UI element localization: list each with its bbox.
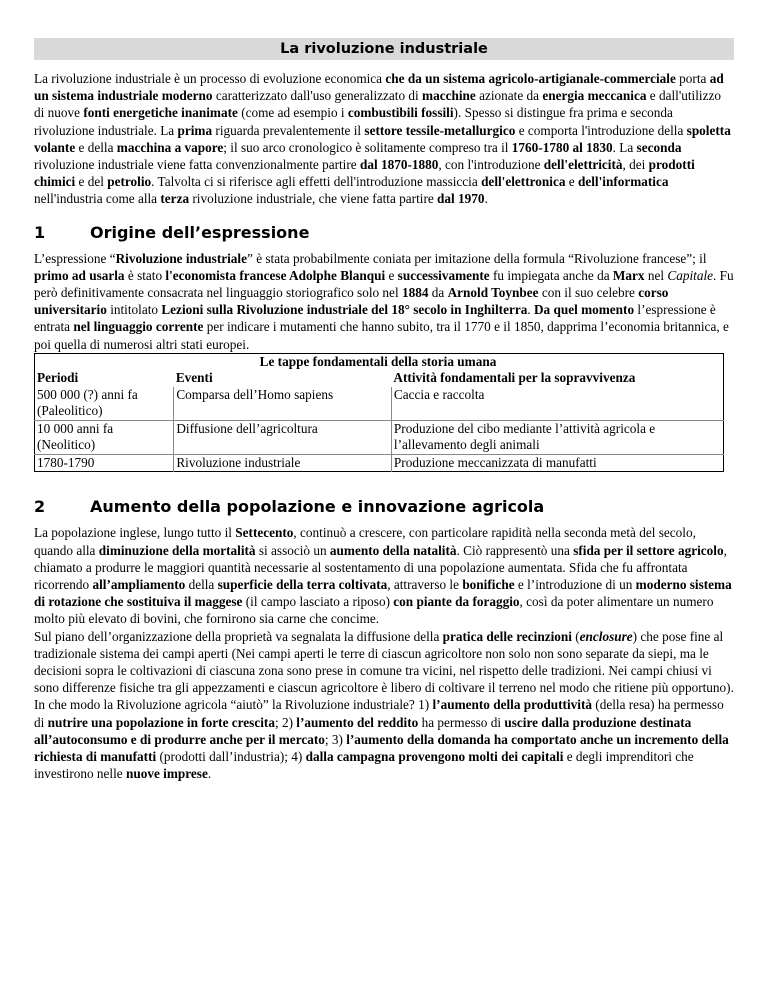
text-run: bonifiche bbox=[462, 576, 515, 592]
text-run: moderno sistema di rotazione che sostituiva il maggese bbox=[34, 576, 732, 610]
text-run: macchine bbox=[422, 88, 476, 104]
table-header-eventi: Eventi bbox=[175, 370, 213, 386]
table-header-periodi: Periodi bbox=[37, 370, 79, 386]
text-run: dell'elettronica bbox=[481, 174, 566, 190]
text-run: pratica delle recinzioni bbox=[442, 628, 572, 644]
text-run: nel linguaggio corrente bbox=[73, 319, 204, 335]
text-run: diminuzione della mortalità bbox=[98, 542, 256, 558]
text-run: La rivoluzione industriale è un processo di evoluzione economica bbox=[34, 71, 386, 86]
text-run: successivamente bbox=[397, 267, 490, 283]
table-row bbox=[35, 387, 724, 421]
text-run: e degli imprenditori che investirono nelle bbox=[34, 748, 694, 782]
text-run: dal 1870-1880 bbox=[359, 157, 439, 173]
section-2-heading bbox=[34, 496, 734, 518]
text-run: ; il suo arco cronologico è solitamente compreso tra il bbox=[223, 139, 512, 155]
text-run: nuove imprese bbox=[126, 766, 208, 782]
document-title: La rivoluzione industriale bbox=[34, 38, 734, 60]
text-run: Lezioni sulla Rivoluzione industriale del 18° secolo in Inghilterra bbox=[161, 302, 528, 318]
section-1-heading bbox=[34, 222, 734, 244]
section-2-title: Aumento della popolazione e innovazione agricola bbox=[90, 497, 545, 517]
text-run: l'economista francese Adolphe Blanqui bbox=[165, 267, 386, 283]
text-run: e del bbox=[75, 174, 108, 190]
text-run: rivoluzione industriale, che viene fatta partire bbox=[189, 191, 438, 207]
text-run: e bbox=[565, 174, 578, 190]
table-cell: Produzione del cibo mediante l’attività agricola e l’allevamento degli animali bbox=[391, 420, 723, 454]
text-run: fonti energetiche inanimate bbox=[83, 105, 238, 121]
text-run: energia meccanica bbox=[542, 88, 647, 104]
text-run: terza bbox=[160, 191, 190, 207]
section-2-body bbox=[34, 524, 734, 782]
text-run: Settecento bbox=[235, 525, 294, 541]
text-run: da bbox=[428, 285, 448, 301]
text-run: dalla campagna provengono molti dei capitali bbox=[305, 748, 564, 764]
section-2-paragraph bbox=[34, 696, 734, 782]
section-2-number: 2 bbox=[34, 497, 46, 517]
text-run: nel bbox=[644, 267, 668, 283]
text-run: e comporta l'introduzione della bbox=[515, 122, 687, 138]
section-1-number: 1 bbox=[34, 222, 46, 242]
text-run: e dall'utilizzo di nuove bbox=[34, 88, 721, 121]
table-cell: Rivoluzione industriale bbox=[174, 454, 392, 472]
text-run: . La bbox=[612, 139, 637, 155]
text-run: della bbox=[185, 576, 218, 592]
text-run: (prodotti dall’industria); 4) bbox=[156, 748, 306, 764]
text-run: . bbox=[207, 766, 212, 782]
stages-table bbox=[34, 353, 724, 473]
text-run: e bbox=[385, 267, 398, 283]
text-run: L’espressione “ bbox=[34, 250, 116, 266]
text-run: l’aumento della domanda ha comportato anche un incremento della richiesta di manufatti bbox=[34, 731, 729, 764]
text-run: con il suo celebre bbox=[538, 285, 639, 301]
text-run: , dei bbox=[622, 157, 649, 173]
table-cell: 10 000 anni fa (Neolitico) bbox=[37, 420, 114, 453]
text-run: seconda bbox=[636, 139, 682, 155]
table-cell: Produzione meccanizzata di manufatti bbox=[391, 454, 723, 472]
text-run: Rivoluzione industriale bbox=[115, 250, 247, 266]
text-run: , così da poter alimentare un numero molto più elevato di bovini, che fornirono sia carne che concime. bbox=[34, 594, 714, 627]
text-run: superficie della terra coltivata bbox=[217, 576, 388, 592]
text-run: che da un sistema agricolo-artigianale-commerciale bbox=[385, 71, 676, 86]
table-cell: 1780-1790 bbox=[37, 454, 95, 470]
section-2-paragraph bbox=[34, 628, 734, 697]
text-run: In che modo la Rivoluzione agricola “aiutò” la Rivoluzione industriale? 1) bbox=[34, 697, 433, 713]
text-run: caratterizzato dall'uso generalizzato di bbox=[212, 88, 423, 104]
text-run: , attraverso le bbox=[387, 576, 463, 592]
text-run: rivoluzione industriale viene fatta convenzionalmente partire bbox=[34, 157, 360, 173]
text-run: Capitale bbox=[667, 267, 714, 283]
text-run: ad un sistema industriale moderno bbox=[34, 71, 724, 104]
text-run: settore tessile-metallurgico bbox=[364, 122, 516, 138]
text-run: (come ad esempio i bbox=[237, 105, 348, 121]
document-page bbox=[34, 38, 734, 782]
text-run: macchina a vapore bbox=[116, 139, 224, 155]
text-run: . Fu però definitivamente consacrata nel linguaggio storiografico solo nel bbox=[34, 267, 734, 301]
text-run: porta bbox=[675, 71, 710, 86]
text-run: enclosure bbox=[579, 628, 633, 644]
text-run: Marx bbox=[612, 267, 645, 283]
table-cell: Comparsa dell’Homo sapiens bbox=[174, 387, 392, 421]
table-caption: Le tappe fondamentali della storia umana bbox=[35, 353, 724, 370]
text-run: combustibili fossili bbox=[347, 105, 454, 121]
text-run: e della bbox=[75, 139, 117, 155]
text-run: azionate da bbox=[475, 88, 543, 104]
text-run: uscire dalla produzione destinata all’autoconsumo e di produrre anche per il mercato bbox=[34, 714, 692, 747]
text-run: petrolio bbox=[107, 174, 152, 190]
text-run: aumento della natalità bbox=[329, 542, 457, 558]
text-run: 1760-1780 al 1830 bbox=[511, 139, 613, 155]
text-run: . Ciò rappresentò una bbox=[456, 542, 574, 558]
text-run: dell'elettricità bbox=[543, 157, 623, 173]
table-cell: 500 000 (?) anni fa (Paleolitico) bbox=[37, 386, 138, 419]
section-1-title: Origine dell’espressione bbox=[90, 222, 310, 242]
text-run: nutrire una popolazione in forte crescita bbox=[47, 714, 275, 730]
text-run: , continuò a crescere, con particolare rapidità nella seconda metà del secolo, quando alla bbox=[34, 525, 696, 558]
text-run: ) che pose fine al tradizionale sistema dei campi aperti (Nei campi aperti le terre di ciascun agricoltore non solo non sono separate da siepi, ma le decisioni sopra le coltivazioni di ciascuna zona sono prese in comune tra vicini, nel rispetto delle tradizioni. Nei campi chiusi vi sono differenze fisiche tra gli appezzamenti e ciascun agricoltore è libero di coltivare il terreno nel modo che ritiene più opportuno). bbox=[34, 628, 734, 696]
text-run: dell'informatica bbox=[577, 174, 669, 190]
intro-paragraph bbox=[34, 70, 734, 208]
text-run: corso universitario bbox=[34, 285, 669, 318]
table-cell: Diffusione dell’agricoltura bbox=[174, 420, 392, 454]
text-run: riguarda prevalentemente il bbox=[212, 122, 365, 138]
text-run: l’aumento del reddito bbox=[296, 714, 419, 730]
text-run: intitolato bbox=[106, 302, 162, 318]
text-run: 1884 bbox=[401, 285, 429, 301]
section-1-paragraph bbox=[34, 250, 734, 353]
text-run: . bbox=[484, 191, 488, 207]
text-run: ha permesso di bbox=[418, 714, 505, 730]
text-run: dal 1970 bbox=[437, 191, 485, 207]
text-run: . Talvolta ci si riferisce agli effetti dell'introduzione massiccia bbox=[151, 174, 482, 190]
text-run: La popolazione inglese, lungo tutto il bbox=[34, 525, 236, 541]
table-row bbox=[35, 454, 724, 472]
text-run: prima bbox=[177, 122, 213, 138]
text-run: , con l'introduzione bbox=[438, 157, 544, 173]
text-run: con piante da foraggio bbox=[393, 594, 520, 610]
text-run: Arnold Toynbee bbox=[447, 285, 539, 301]
text-run: ( bbox=[571, 628, 580, 644]
text-run: spoletta volante bbox=[34, 122, 731, 155]
text-run: fu impiegata anche da bbox=[489, 267, 613, 283]
text-run: nell'industria come alla bbox=[34, 191, 161, 207]
text-run: Sul piano dell’organizzazione della proprietà va segnalata la diffusione della bbox=[34, 628, 443, 644]
text-run: sfida per il settore agricolo bbox=[573, 542, 724, 558]
text-run: (il campo lasciato a riposo) bbox=[242, 594, 394, 610]
text-run: è stato bbox=[124, 267, 166, 283]
text-run: e l’introduzione di un bbox=[514, 576, 636, 592]
section-2-paragraph bbox=[34, 524, 734, 627]
text-run: . bbox=[527, 302, 534, 318]
table-cell: Caccia e raccolta bbox=[391, 387, 723, 421]
text-run: Da quel momento bbox=[533, 302, 635, 318]
text-run: primo ad usarla bbox=[34, 267, 125, 283]
table-header-attivita: Attività fondamentali per la sopravvivenza bbox=[393, 370, 636, 386]
text-run: l’aumento della produttività bbox=[432, 697, 592, 713]
text-run: , chiamato a produrre le maggiori quantità necessarie al sostentamento di una popolazione aumentata. Sfida che fu affrontata ricorrendo bbox=[34, 542, 727, 592]
text-run: ; 2) bbox=[274, 714, 297, 730]
text-run: ). Spesso si distingue fra prima e seconda rivoluzione industriale. La bbox=[34, 105, 673, 138]
text-run: l’espressione è entrata bbox=[34, 302, 716, 335]
text-run: ” è stata probabilmente coniata per imitazione della formula “Rivoluzione francese”; il bbox=[247, 250, 707, 266]
text-run: si associò un bbox=[255, 542, 330, 558]
text-run: (della resa) ha permesso di bbox=[34, 697, 724, 730]
text-run: ; 3) bbox=[324, 731, 347, 747]
table-row bbox=[35, 420, 724, 454]
text-run: prodotti chimici bbox=[34, 157, 695, 190]
text-run: per indicare i mutamenti che hanno subito, tra il 1770 e il 1850, dapprima l’economia britannica, e poi quella di numerosi altri stati europei. bbox=[34, 319, 729, 352]
table-body bbox=[35, 387, 724, 472]
text-run: all’ampliamento bbox=[92, 576, 186, 592]
